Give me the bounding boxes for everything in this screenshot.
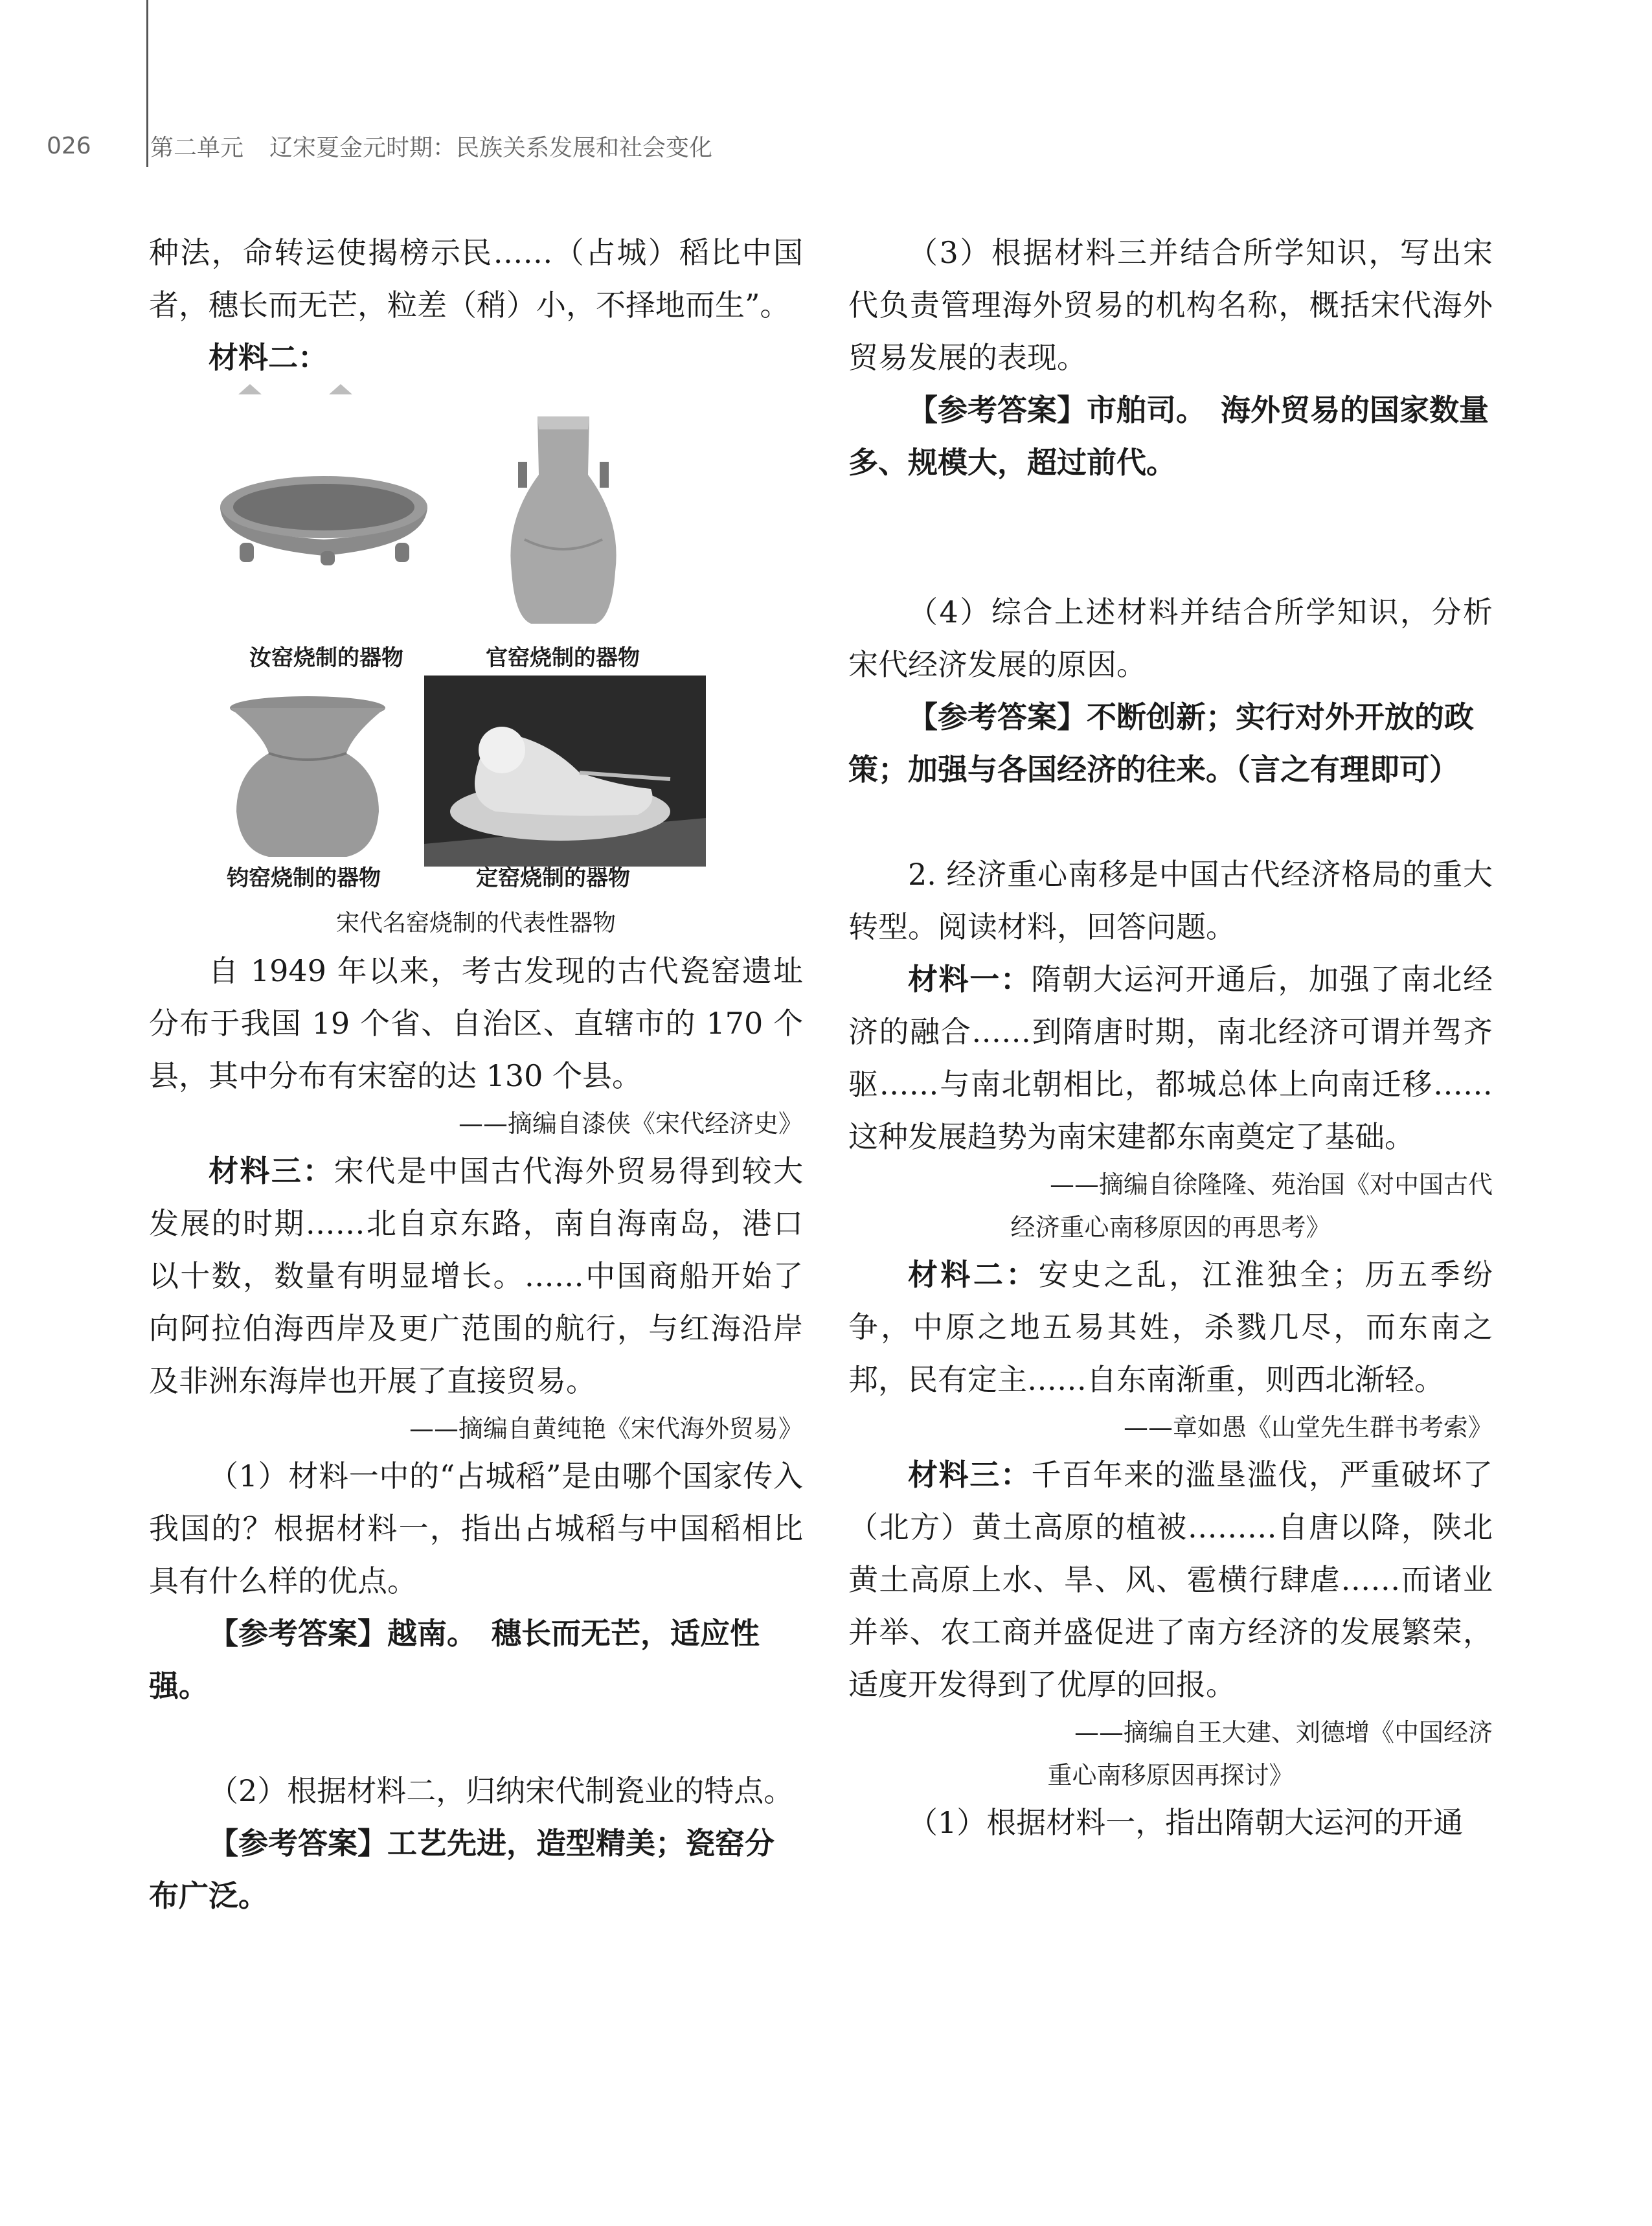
answer-3: 【参考答案】市舶司。 海外贸易的国家数量多、规模大，超过前代。 xyxy=(848,392,1489,480)
answer-1: 【参考答案】越南。 穗长而无芒，适应性强。 xyxy=(149,1616,760,1703)
figure-title: 宋代名窑烧制的代表性器物 xyxy=(335,910,616,937)
question-main-2: 2. 经济重心南移是中国古代经济格局的重大转型。阅读材料，回答问题。 xyxy=(848,857,1493,944)
material-two-label: 材料二： xyxy=(209,340,328,375)
source-material-three-line2: 重心南移原因再探讨》 xyxy=(1047,1761,1294,1789)
caption-jun-kiln: 钧窑烧制的器物 xyxy=(227,865,381,891)
material-three xyxy=(149,1145,803,1407)
right-column xyxy=(848,227,1493,1849)
answer-4: 【参考答案】不断创新；实行对外开放的政策；加强与各国经济的往来。（言之有理即可） xyxy=(848,699,1474,787)
answer-space xyxy=(848,796,1493,848)
jun-kiln-vessel-image xyxy=(223,695,392,863)
ding-kiln-pillow-image xyxy=(424,676,706,867)
guan-kiln-vase-image xyxy=(499,410,628,630)
source-material-three: ——摘编自黄纯艳《宋代海外贸易》 xyxy=(409,1414,803,1443)
porcelain-figure xyxy=(149,384,803,891)
triangle-mark xyxy=(329,384,352,394)
material-two-label-right: 材料二： xyxy=(908,1257,1039,1292)
question-5: （1）根据材料一，指出隋朝大运河的开通 xyxy=(908,1805,1464,1840)
question-3: （3）根据材料三并结合所学知识，写出宋代负责管理海外贸易的机构名称，概括宋代海外贸易发展的表现。 xyxy=(848,235,1493,375)
unit-label: 第二单元 xyxy=(150,135,244,161)
material-two-text: 安史之乱，江淮独全；历五季纷争，中原之地五易其姓，杀戮几尽，而东南之邦，民有定主……自东南渐重，则西北渐轻。 xyxy=(848,1257,1493,1397)
left-column xyxy=(149,227,803,1922)
material-one-text: 隋朝大运河开通后，加强了南北经济的融合……到隋唐时期，南北经济可谓并驾齐驱……与南北朝相比，都城总体上向南迁移……这种发展趋势为南宋建都东南奠定了基础。 xyxy=(848,962,1493,1154)
page-header xyxy=(47,130,712,163)
question-4: （4）综合上述材料并结合所学知识，分析宋代经济发展的原因。 xyxy=(848,595,1493,682)
unit-title: 辽宋夏金元时期：民族关系发展和社会变化 xyxy=(269,135,713,161)
intro-text: 种法，命转运使揭榜示民……（占城）稻比中国者，穗长而无芒，粒差（稍）小，不择地而生”。 xyxy=(149,235,803,323)
source-material-two: ——章如愚《山堂先生群书考索》 xyxy=(1123,1413,1493,1442)
material-three-label: 材料三： xyxy=(209,1153,334,1188)
caption-guan-kiln: 官窑烧制的器物 xyxy=(486,645,640,671)
material-three-right xyxy=(848,1449,1493,1711)
caption-ding-kiln: 定窑烧制的器物 xyxy=(476,865,630,891)
page-number: 026 xyxy=(47,133,91,159)
answer-space xyxy=(149,1712,803,1765)
material-one-label: 材料一： xyxy=(908,962,1032,997)
material-two xyxy=(848,1249,1493,1406)
material-three-text-right: 千百年来的滥垦滥伐，严重破坏了（北方）黄土高原的植被………自唐以降，陕北黄土高原上水、旱、风、雹横行肆虐……而诸业并举、农工商并盛促进了南方经济的发展繁荣，适度开发得到了优厚的回报。 xyxy=(848,1457,1493,1702)
material-three-label-right: 材料三： xyxy=(908,1457,1032,1492)
kiln-paragraph: 自 1949 年以来，考古发现的古代瓷窑遗址分布于我国 19 个省、自治区、直辖市的 170 个县，其中分布有宋窑的达 130 个县。 xyxy=(149,953,803,1093)
source-material-three-line1: ——摘编自王大建、刘德增《中国经济 xyxy=(1074,1718,1493,1747)
source-material-one-line1: ——摘编自徐隆隆、苑治国《对中国古代 xyxy=(1049,1170,1493,1199)
answer-space xyxy=(848,489,1493,586)
ru-kiln-dish-image xyxy=(214,468,434,598)
question-2: （2）根据材料二，归纳宋代制瓷业的特点。 xyxy=(209,1773,794,1808)
answer-2: 【参考答案】工艺先进，造型精美；瓷窑分布广泛。 xyxy=(149,1826,775,1913)
material-three-text: 宋代是中国古代海外贸易得到较大发展的时期……北自京东路，南自海南岛，港口以十数，数量有明显增长。……中国商船开始了向阿拉伯海西岸及更广范围的航行，与红海沿岸及非洲东海岸也开展了直接贸易。 xyxy=(149,1153,804,1398)
triangle-mark xyxy=(238,384,262,394)
source-material-one-line2: 经济重心南移原因的再思考》 xyxy=(1010,1213,1331,1242)
source-kiln: ——摘编自漆侠《宋代经济史》 xyxy=(458,1109,803,1138)
material-one xyxy=(848,953,1493,1163)
question-1: （1）材料一中的“占城稻”是由哪个国家传入我国的？根据材料一，指出占城稻与中国稻相比具有什么样的优点。 xyxy=(149,1459,803,1598)
caption-ru-kiln: 汝窑烧制的器物 xyxy=(249,645,403,671)
